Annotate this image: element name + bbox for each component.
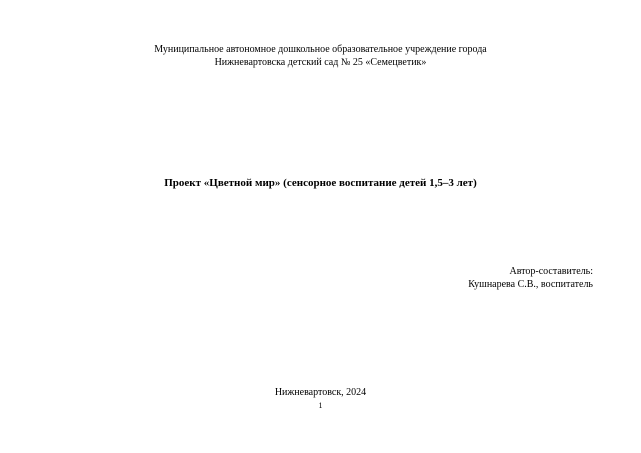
page-number: 1 [318, 401, 323, 410]
city-year: Нижневартовск, 2024 [274, 387, 367, 398]
author-block [468, 265, 593, 291]
author-label: Автор-составитель: [509, 266, 593, 277]
institution-line-1: Муниципальное автономное дошкольное образовательное учреждение города [154, 44, 487, 55]
project-title: Проект «Цветной мир» (сенсорное воспитание детей 1,5–3 лет) [164, 177, 477, 189]
author-name: Кушнарева С.В., воспитатель [468, 279, 593, 290]
institution-line-2: Нижневартовска детский сад № 25 «Семецветик» [214, 57, 427, 68]
institution-header [0, 43, 641, 69]
